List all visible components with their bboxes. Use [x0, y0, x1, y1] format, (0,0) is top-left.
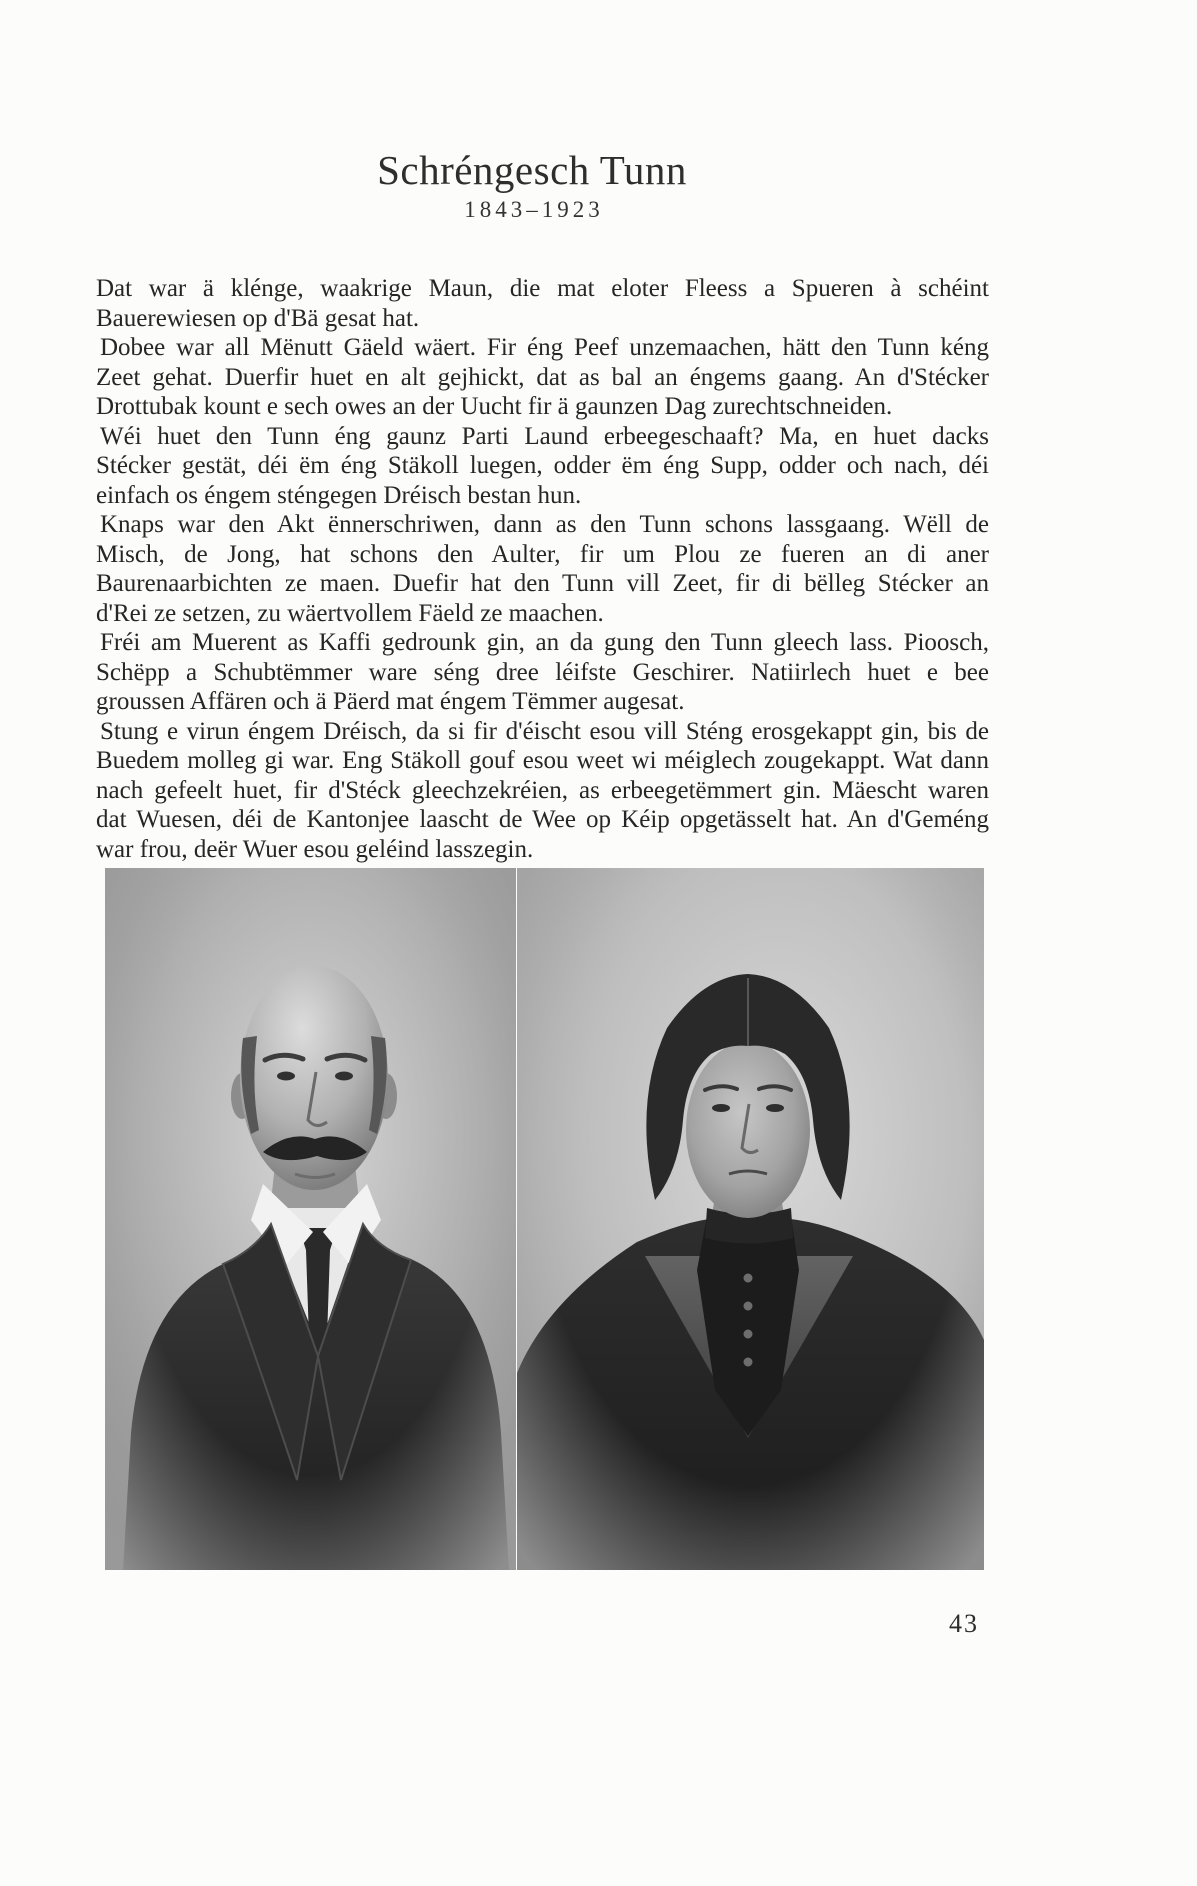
text-line: nach gefeelt huet, fir d'Stéck gleechzekréien, as erbeegetëmmert gin. Mäescht waren	[96, 776, 989, 804]
paragraph	[96, 717, 989, 865]
photo-vignette	[517, 868, 984, 1570]
text-line: Buedem molleg gi war. Eng Stäkoll gouf esou weet wi méiglech zougekappt. Wat dann	[96, 747, 989, 774]
text-line: Dobee war all Mënutt Gäeld wäert. Fir éng Peef unzemaachen, hätt den Tunn kéng	[100, 334, 989, 361]
paragraph	[96, 628, 989, 717]
portrait-photos	[105, 868, 985, 1570]
paragraph	[96, 510, 989, 628]
portrait-photo-man	[105, 868, 516, 1570]
text-line: Dat war ä klénge, waakrige Maun, die mat eloter Fleess a Spueren à schéint	[96, 275, 989, 302]
page-title: Schréngesch Tunn	[377, 147, 687, 193]
text-line: groussen Affären och ä Päerd mat éngem Tëmmer augesat.	[96, 688, 685, 715]
photo-vignette	[105, 868, 516, 1570]
text-line: einfach os éngem sténgegen Dréisch bestan hun.	[96, 481, 582, 509]
text-line: Misch, de Jong, hat schons den Aulter, fir um Plou ze fueren an di aner	[96, 540, 989, 568]
text-line: d'Rei ze setzen, zu wäertvollem Fäeld ze maachen.	[96, 599, 604, 627]
text-line: Stécker gestät, déi ëm éng Stäkoll luegen, odder ëm éng Supp, odder och nach, déi	[96, 452, 989, 479]
text-line: Bauerewiesen op d'Bä gesat hat.	[96, 304, 420, 332]
paragraph	[96, 274, 989, 333]
portrait-photo-woman	[517, 868, 984, 1570]
text-line: war frou, deër Wuer esou geléind lasszegin.	[96, 835, 534, 863]
life-dates: 1843–1923	[464, 197, 604, 222]
paragraph	[96, 422, 989, 511]
text-line: Baurenaarbichten ze maen. Duefir hat den Tunn vill Zeet, fir di bëlleg Stécker an	[96, 570, 989, 597]
text-line: Zeet gehat. Duerfir huet en alt gejhickt, dat as bal an éngems gaang. An d'Stécker	[96, 363, 989, 391]
text-line: Stung e virun éngem Dréisch, da si fir d'éischt esou vill Sténg erosgekappt gin, bis de	[100, 717, 989, 745]
text-line: Fréi am Muerent as Kaffi gedrounk gin, an da gung den Tunn gleech lass. Pioosch,	[100, 629, 989, 656]
page-number: 43	[949, 1609, 979, 1638]
text-line: Schëpp a Schubtëmmer ware séng dree léifste Geschirer. Natiirlech huet e bee	[96, 658, 989, 686]
body-text	[96, 274, 989, 864]
text-line: Knaps war den Akt ënnerschriwen, dann as den Tunn schons lassgaang. Wëll de	[100, 511, 989, 538]
paragraph	[96, 333, 989, 422]
text-line: Wéi huet den Tunn éng gaunz Parti Laund erbeegeschaaft? Ma, en huet dacks	[100, 422, 989, 450]
text-line: dat Wuesen, déi de Kantonjee laascht de Wee op Kéip opgetässelt hat. An d'Geméng	[96, 806, 989, 833]
text-line: Drottubak kount e sech owes an der Uucht fir ä gaunzen Dag zurechtschneiden.	[96, 393, 893, 420]
